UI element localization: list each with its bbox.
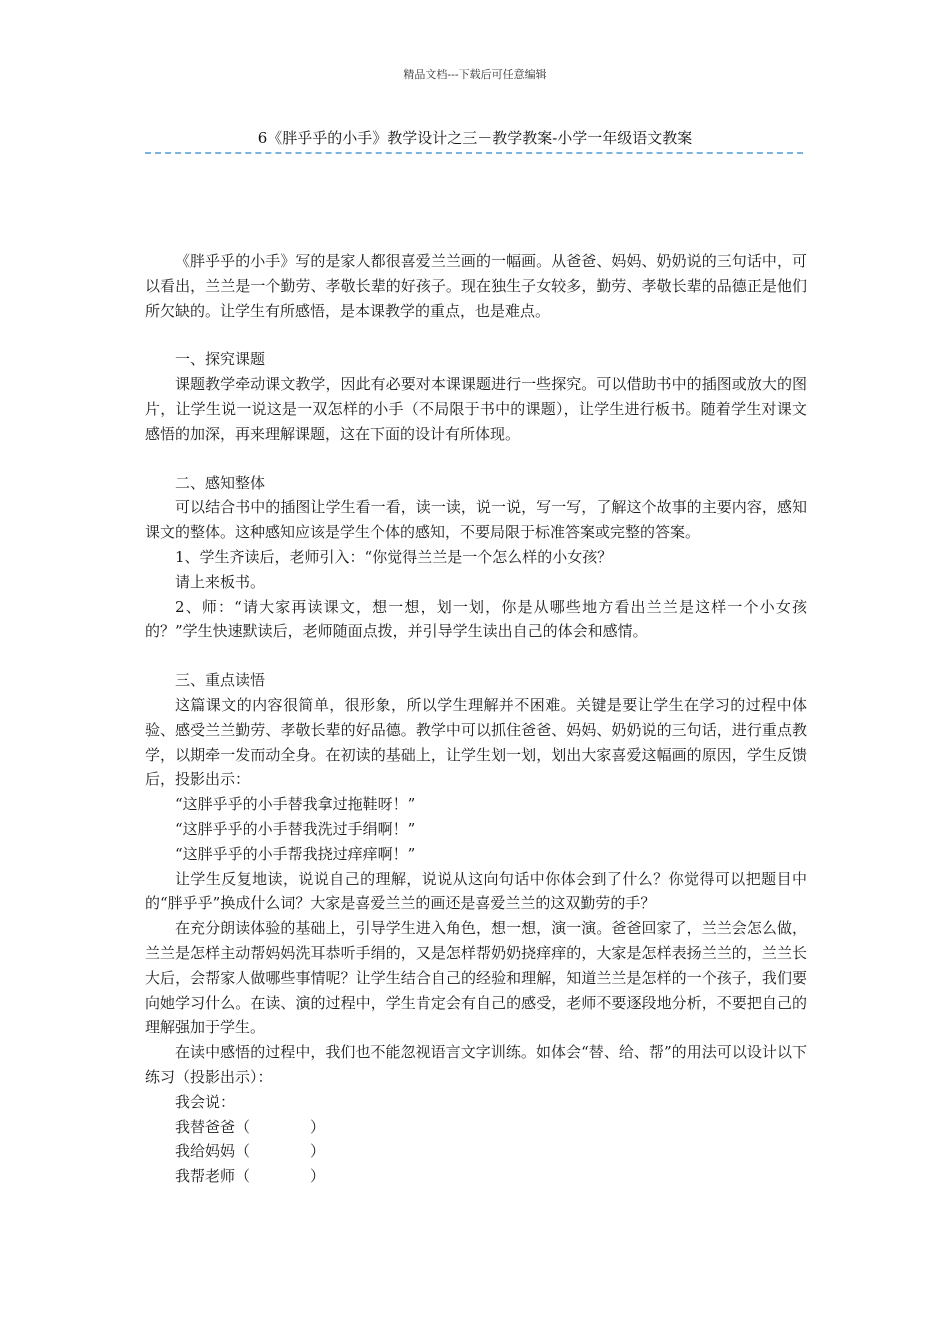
section-2-step-1: 1、学生齐读后，老师引入：“你觉得兰兰是一个怎么样的小女孩？ [175, 547, 613, 566]
document-body [145, 249, 807, 1189]
section-3-paragraph: 这篇课文的内容很简单，很形象，所以学生理解并不困难。关键是要让学生在学习的过程中体验、感受兰兰勤劳、孝敬长辈的好品德。教学中可以抓住爸爸、妈妈、奶奶说的三句话，进行重点教学，以期牵一发而动全身。在初读的基础上，让学生划一划，划出大家喜爱这幅画的原因，学生反馈后，投影出示： [145, 695, 807, 789]
exercise-intro: 我会说： [175, 1092, 236, 1111]
section-2-step-2: 2、师：“请大家再读课文，想一想，划一划，你是从哪些地方看出兰兰是这样一个小女孩的？”学生快速默读后，老师随面点拨，并引导学生读出自己的体会和感情。 [145, 597, 807, 641]
intro-paragraph: 《胖乎乎的小手》写的是家人都很喜爱兰兰画的一幅画。从爸爸、妈妈、奶奶说的三句话中，可以看出，兰兰是一个勤劳、孝敬长辈的好孩子。现在独生子女较多，勤劳、孝敬长辈的品德正是他们所欠缺的。让学生有所感悟，是本课教学的重点，也是难点。 [145, 252, 807, 320]
page-header-note: 精品文档---下载后可任意编辑 [403, 68, 547, 81]
section-heading-1: 一、探究课题 [175, 350, 266, 369]
section-3-paragraph-4: 在读中感悟的过程中，我们也不能忽视语言文字训练。如体会“替、给、帮”的用法可以设计以下练习（投影出示）： [145, 1043, 807, 1086]
document-title: 6《胖乎乎的小手》教学设计之三－教学教案-小学一年级语文教案 [257, 129, 693, 147]
title-divider [145, 152, 803, 154]
quote-line-2: “这胖乎乎的小手替我洗过手绢啊！” [175, 819, 416, 838]
exercise-line-2: 我给妈妈（ ） [175, 1142, 326, 1161]
section-heading-2: 二、感知整体 [175, 473, 266, 492]
section-3-paragraph-3: 在充分朗读体验的基础上，引导学生进入角色，想一想，演一演。爸爸回家了，兰兰会怎么做，兰兰是怎样主动帮妈妈洗耳恭听手绢的，又是怎样帮奶奶挠痒痒的，大家是怎样表扬兰兰的，兰兰长大后，会帮家人做哪些事情呢？让学生结合自己的经验和理解，知道兰兰是怎样的一个孩子，我们要向她学习什么。在读、演的过程中，学生肯定会有自己的感受，老师不要逐段地分析，不要把自己的理解强加于学生。 [145, 919, 807, 1037]
section-heading-3: 三、重点读悟 [175, 671, 266, 690]
section-2-paragraph: 可以结合书中的插图让学生看一看，读一读，说一说，写一写，了解这个故事的主要内容，感知课文的整体。这种感知应该是学生个体的感知，不要局限于标准答案或完整的答案。 [145, 498, 807, 542]
quote-line-1: “这胖乎乎的小手替我拿过拖鞋呀！” [175, 795, 416, 814]
section-1-paragraph: 课题教学牵动课文教学，因此有必要对本课课题进行一些探究。可以借助书中的插图或放大的图片，让学生说一说这是一双怎样的小手（不局限于书中的课题），让学生进行板书。随着学生对课文感悟的加深，再来理解课题，这在下面的设计有所体现。 [145, 375, 807, 443]
exercise-line-1: 我替爸爸（ ） [175, 1117, 326, 1136]
section-2-step-1-note: 请上来板书。 [175, 572, 266, 591]
quote-line-3: “这胖乎乎的小手帮我挠过痒痒啊！” [175, 844, 416, 863]
exercise-line-3: 我帮老师（ ） [175, 1167, 326, 1186]
section-3-paragraph-2: 让学生反复地读，说说自己的理解，说说从这向句话中你体会到了什么？你觉得可以把题目中的“胖乎乎”换成什么词？大家是喜爱兰兰的画还是喜爱兰兰的这双勤劳的手？ [145, 869, 807, 913]
